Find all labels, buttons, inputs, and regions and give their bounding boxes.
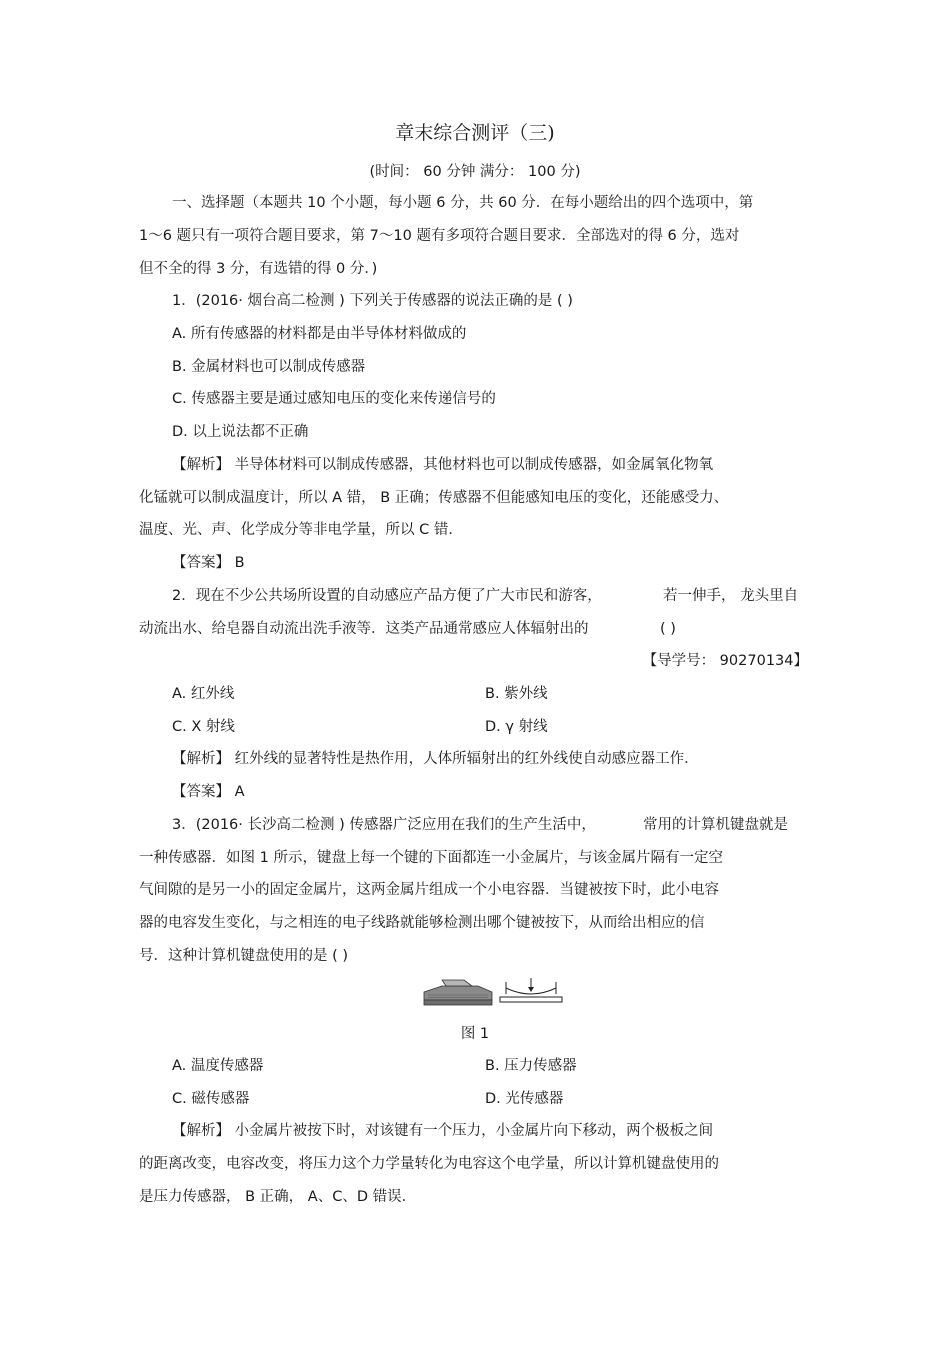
question-2-stem-line: 2．现在不少公共场所设置的自动感应产品方便了广大市民和游客， (172, 588, 602, 604)
question-3-stem-line: 器的电容发生变化，与之相连的电子线路就能够检测出哪个键被按下，从而给出相应的信 (139, 915, 705, 931)
question-3-analysis-line: 是压力传感器， B 正确， A、C、D 错误． (139, 1189, 417, 1205)
question-2-stem-line: 动流出水、给皂器自动流出洗手液等．这类产品通常感应人体辐射出的 (139, 621, 589, 637)
question-3-stem-line: 3．(2016· 长沙高二检测 ) 传感器广泛应用在我们的生产生活中， (172, 817, 596, 833)
question-3-stem-line: 常用的计算机键盘就是 (643, 817, 788, 833)
question-3-analysis-line: 的距离改变，电容改变，将压力这个力学量转化为电容这个电学量，所以计算机键盘使用的 (139, 1156, 719, 1172)
question-3-stem-line: 号．这种计算机键盘使用的是 ( ) (139, 948, 349, 964)
question-2-option-d: D. γ 射线 (485, 719, 548, 735)
section-intro-line: 一、选择题（本题共 10 个小题，每小题 6 分，共 60 分．在每小题给出的四个选项中，第 (172, 195, 754, 211)
question-1-answer: 【答案】 B (172, 555, 245, 571)
section-intro-line: 但不全的得 3 分，有选错的得 0 分．) (139, 261, 378, 277)
figure-caption: 图 1 (460, 1026, 490, 1042)
question-1-analysis-line: 温度、光、声、化学成分等非电学量，所以 C 错． (139, 522, 463, 538)
question-3-option-b: B. 压力传感器 (485, 1058, 577, 1074)
question-1-option-a: A. 所有传感器的材料都是由半导体材料做成的 (172, 326, 467, 342)
exam-time-score: (时间： 60 分钟 满分： 100 分) (369, 164, 581, 180)
question-3-analysis-line: 【解析】 小金属片被按下时，对该键有一个压力，小金属片向下移动，两个极板之间 (172, 1123, 714, 1139)
keyboard-key-figure (420, 978, 570, 1008)
question-1-option-d: D. 以上说法都不正确 (172, 424, 309, 440)
question-3-option-c: C. 磁传感器 (172, 1091, 250, 1107)
question-2-option-c: C. X 射线 (172, 719, 235, 735)
question-2-stem-line: 若一伸手， 龙头里自 (663, 588, 799, 604)
question-2-stem-line: ( ) (660, 621, 676, 637)
question-1-option-c: C. 传感器主要是通过感知电压的变化来传递信号的 (172, 391, 496, 407)
question-1-analysis-line: 【解析】 半导体材料可以制成传感器，其他材料也可以制成传感器，如金属氧化物氧 (172, 457, 714, 473)
question-1-option-b: B. 金属材料也可以制成传感器 (172, 359, 366, 375)
question-3-option-d: D. 光传感器 (485, 1091, 564, 1107)
guide-number: 【导学号： 90270134】 (642, 653, 808, 669)
question-3-stem-line: 气间隙的是另一小的固定金属片，这两金属片组成一个小电容器．当键被按下时，此小电容 (139, 882, 719, 898)
key-block-drawing (424, 980, 492, 1005)
question-2-answer: 【答案】 A (172, 784, 245, 800)
question-2-option-a: A. 红外线 (172, 686, 235, 702)
capacitor-plates-drawing (500, 978, 562, 1002)
question-1-analysis-line: 化锰就可以制成温度计，所以 A 错， B 正确；传感器不但能感知电压的变化，还能感受力、 (139, 490, 729, 506)
question-2-option-b: B. 紫外线 (485, 686, 548, 702)
question-3-stem-line: 一种传感器．如图 1 所示，键盘上每一个键的下面都连一小金属片，与该金属片隔有一定空 (139, 850, 723, 866)
question-3-option-a: A. 温度传感器 (172, 1058, 264, 1074)
question-1-stem: 1．(2016· 烟台高二检测 ) 下列关于传感器的说法正确的是 ( ) (172, 293, 573, 309)
section-intro-line: 1～6 题只有一项符合题目要求，第 7～10 题有多项符合题目要求．全部选对的得 6 分，选对 (139, 228, 740, 244)
question-2-analysis: 【解析】 红外线的显著特性是热作用，人体所辐射出的红外线使自动感应器工作． (172, 751, 699, 767)
page-title: 章末综合测评（三) (395, 122, 555, 144)
